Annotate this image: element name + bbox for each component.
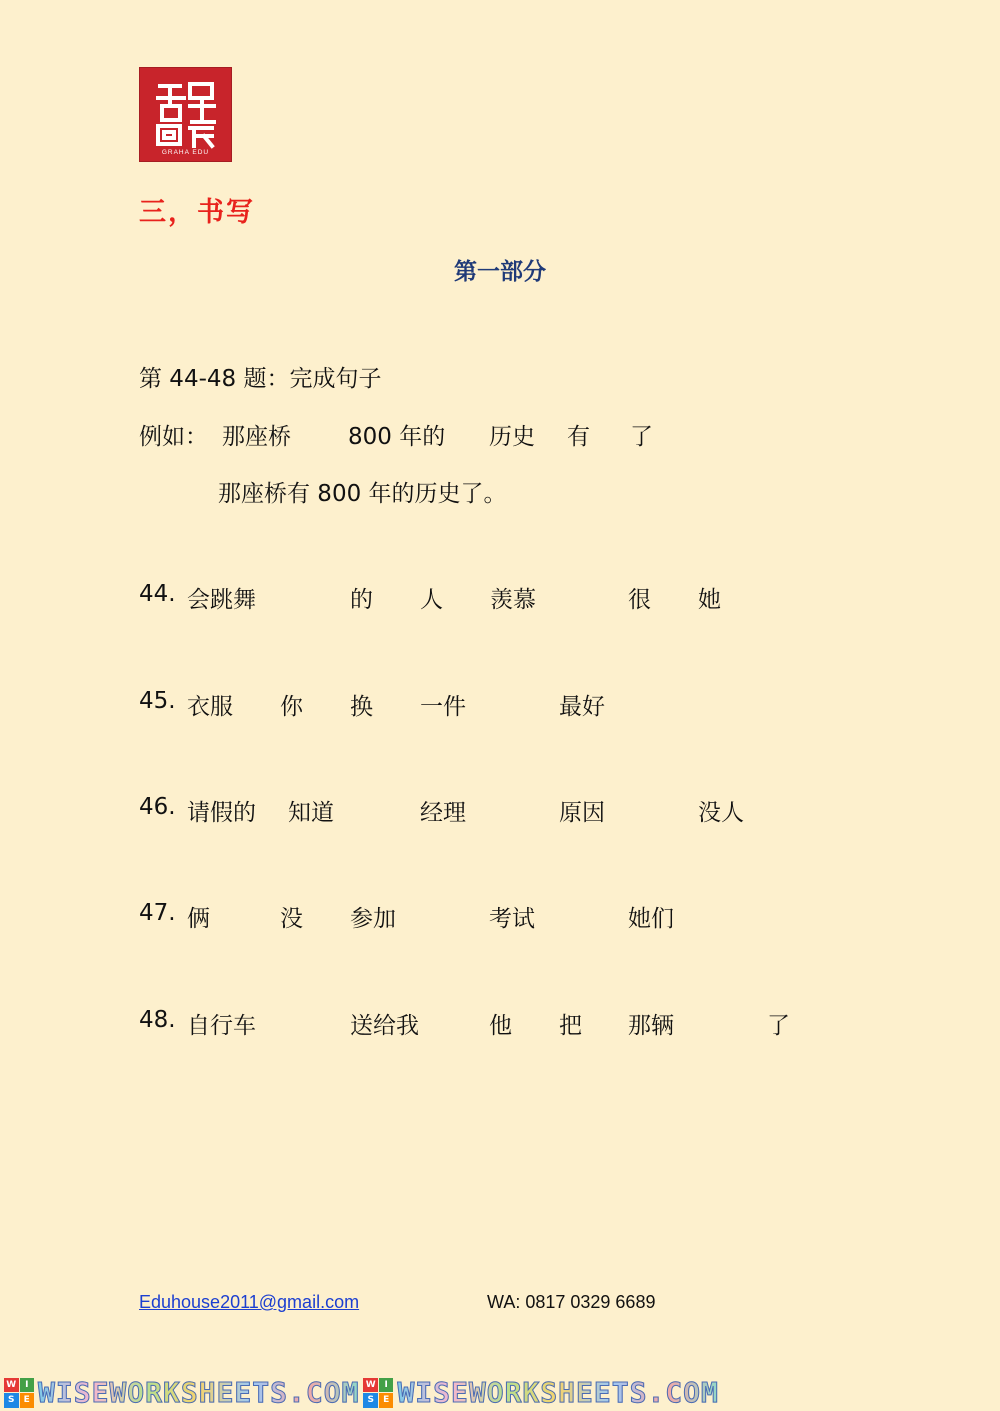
question-word: 的 (350, 587, 373, 613)
watermark-banner (0, 1374, 1000, 1411)
question-word: 俩 (187, 906, 210, 932)
whatsapp-number: WA: 0817 0329 6689 (487, 1292, 656, 1312)
question-word: 会跳舞 (187, 587, 256, 613)
example-word: 了 (630, 424, 653, 450)
question-46 (139, 794, 899, 824)
instruction: 第 44-48 题：完成句子 (139, 366, 382, 392)
question-word: 他 (489, 1013, 512, 1039)
question-word: 了 (767, 1013, 790, 1039)
question-45 (139, 688, 899, 718)
question-word: 送给我 (350, 1013, 419, 1039)
graha-edu-logo (139, 67, 232, 162)
question-word: 没 (280, 906, 303, 932)
question-number: 47. (139, 900, 176, 926)
question-word: 原因 (559, 800, 605, 826)
example-word: 有 (567, 424, 590, 450)
section-title: 三，书写 (139, 197, 255, 228)
example-answer: 那座桥有 800 年的历史了。 (218, 481, 507, 507)
question-word: 衣服 (187, 694, 233, 720)
question-number: 45. (139, 688, 176, 714)
question-44 (139, 581, 899, 611)
question-word: 一件 (420, 694, 466, 720)
question-48 (139, 1007, 899, 1037)
example-word: 历史 (489, 424, 535, 450)
question-word: 换 (350, 694, 373, 720)
question-word: 考试 (489, 906, 535, 932)
question-word: 她 (698, 587, 721, 613)
example-row (139, 418, 839, 448)
question-word: 经理 (420, 800, 466, 826)
question-word: 很 (628, 587, 651, 613)
seal-icon (140, 68, 231, 161)
question-word: 没人 (698, 800, 744, 826)
wise-badge-icon: W I S E (4, 1378, 34, 1408)
question-word: 最好 (559, 694, 605, 720)
example-label: 例如： (139, 424, 208, 450)
question-word: 自行车 (187, 1013, 256, 1039)
question-number: 44. (139, 581, 176, 607)
part-title: 第一部分 (454, 258, 546, 285)
example-word: 那座桥 (222, 424, 291, 450)
question-word: 她们 (628, 906, 674, 932)
question-word: 那辆 (628, 1013, 674, 1039)
question-word: 参加 (350, 906, 396, 932)
question-word: 人 (420, 587, 443, 613)
question-47 (139, 900, 899, 930)
question-word: 你 (280, 694, 303, 720)
question-number: 48. (139, 1007, 176, 1033)
watermark-text: WISEWORKSHEETS.COM (397, 1376, 719, 1409)
question-word: 请假的 (187, 800, 256, 826)
wise-badge-icon: W I S E (363, 1378, 393, 1408)
logo-caption: GRAHA EDU (161, 149, 210, 156)
watermark-text: WISEWORKSHEETS.COM (38, 1376, 360, 1409)
email-link[interactable]: Eduhouse2011@gmail.com (139, 1292, 360, 1312)
question-word: 羡慕 (490, 587, 536, 613)
question-number: 46. (139, 794, 176, 820)
example-word: 800 年的 (348, 424, 446, 450)
question-word: 把 (559, 1013, 582, 1039)
question-word: 知道 (288, 800, 334, 826)
